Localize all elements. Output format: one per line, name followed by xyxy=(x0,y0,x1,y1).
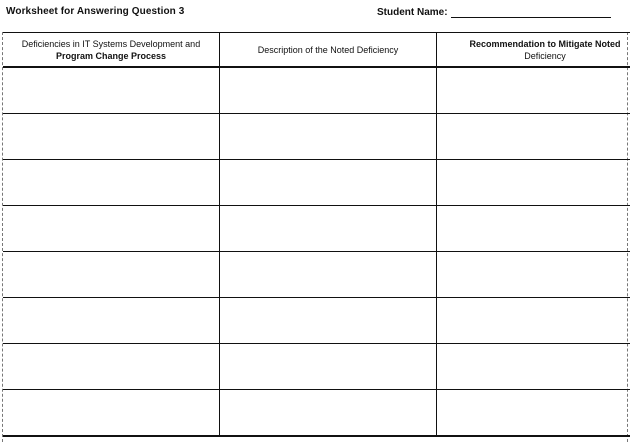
table-row xyxy=(3,344,630,390)
table-cell[interactable] xyxy=(437,206,630,252)
table-header-row xyxy=(3,33,630,68)
table-cell[interactable] xyxy=(220,252,437,298)
table-cell[interactable] xyxy=(3,114,220,160)
table-cell[interactable] xyxy=(437,344,630,390)
table-cell[interactable] xyxy=(220,298,437,344)
table-cell[interactable] xyxy=(3,298,220,344)
column-header-recommendation xyxy=(437,33,630,68)
table-cell[interactable] xyxy=(220,206,437,252)
table-cell[interactable] xyxy=(220,160,437,206)
table-row xyxy=(3,252,630,298)
column-header-line: Description of the Noted Deficiency xyxy=(257,44,399,55)
table-cell[interactable] xyxy=(437,160,630,206)
table-cell[interactable] xyxy=(3,67,220,114)
table-cell[interactable] xyxy=(437,298,630,344)
table-body xyxy=(3,67,630,436)
table-cell[interactable] xyxy=(220,67,437,114)
table-cell[interactable] xyxy=(437,252,630,298)
column-header-deficiencies xyxy=(3,33,220,68)
table-cell[interactable] xyxy=(3,344,220,390)
column-header-line: Program Change Process xyxy=(55,50,167,61)
table-row xyxy=(3,390,630,437)
table-row xyxy=(3,160,630,206)
worksheet-title: Worksheet for Answering Question 3 xyxy=(6,6,185,17)
worksheet-table xyxy=(3,32,630,437)
table-cell[interactable] xyxy=(220,114,437,160)
table-cell[interactable] xyxy=(437,114,630,160)
column-header-line: Recommendation to Mitigate Noted xyxy=(469,38,621,49)
table-row xyxy=(3,298,630,344)
table-cell[interactable] xyxy=(3,160,220,206)
table-cell[interactable] xyxy=(220,390,437,437)
table-cell[interactable] xyxy=(3,390,220,437)
table-row xyxy=(3,67,630,114)
table-row xyxy=(3,206,630,252)
student-name-area xyxy=(377,6,611,18)
column-header-description xyxy=(220,33,437,68)
student-name-blank-line[interactable] xyxy=(451,6,611,18)
table-cell[interactable] xyxy=(3,252,220,298)
table-cell[interactable] xyxy=(3,206,220,252)
table-cell[interactable] xyxy=(437,67,630,114)
column-header-line: Deficiency xyxy=(524,50,566,61)
table-cell[interactable] xyxy=(220,344,437,390)
column-header-line: Deficiencies in IT Systems Development and xyxy=(21,38,201,49)
table-row xyxy=(3,114,630,160)
table-cell[interactable] xyxy=(437,390,630,437)
student-name-label: Student Name: xyxy=(377,7,448,18)
